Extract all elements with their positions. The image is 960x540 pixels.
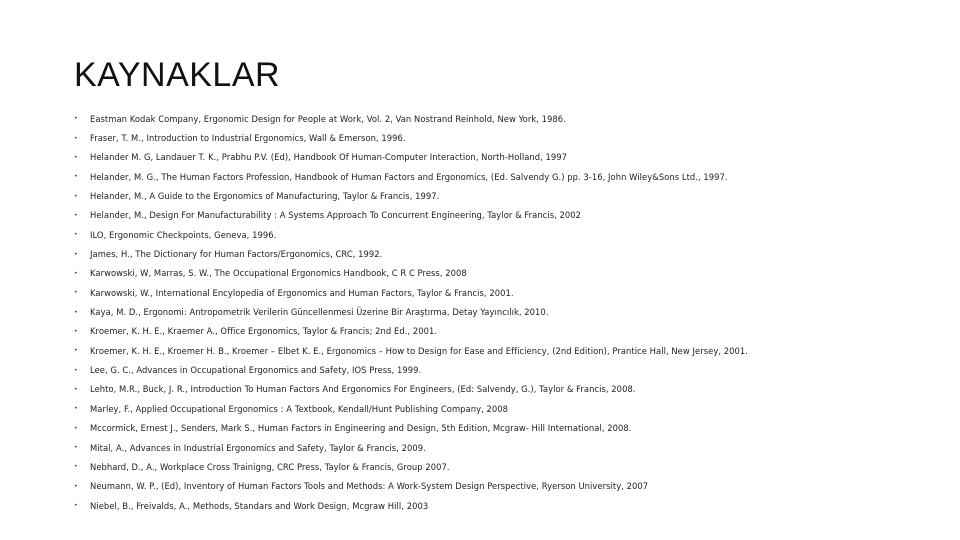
reference-item	[74, 322, 934, 341]
reference-item	[74, 302, 934, 321]
reference-text: Lehto, M.R., Buck, J. R., Introduction To Human Factors And Ergonomics For Engineers, (Ed: Salvendy, G.), Taylor & Francis, 2008.	[90, 384, 636, 395]
reference-text: Karwowski, W., International Encylopedia of Ergonomics and Human Factors, Taylor & Francis, 2001.	[90, 287, 514, 298]
bullet-icon: •	[74, 405, 78, 413]
bullet-icon: •	[74, 482, 78, 490]
reference-item	[74, 341, 934, 360]
reference-text: Helander, M., Design For Manufacturability : A Systems Approach To Concurrent Engineering, Taylor & Francis, 2002	[90, 210, 582, 221]
reference-list	[74, 109, 934, 515]
reference-text: Eastman Kodak Company, Ergonomic Design for People at Work, Vol. 2, Van Nostrand Reinhold, New York, 1986.	[90, 113, 566, 124]
bullet-icon: •	[74, 211, 78, 219]
reference-text: Fraser, T. M., Introduction to Industrial Ergonomics, Wall & Emerson, 1996.	[90, 133, 406, 144]
reference-item	[74, 206, 934, 225]
reference-text: Nebhard, D., A., Workplace Cross Trainigng, CRC Press, Taylor & Francis, Group 2007.	[90, 461, 450, 472]
reference-item	[74, 186, 934, 205]
reference-text: Helander, M., A Guide to the Ergonomics of Manufacturing, Taylor & Francis, 1997.	[90, 191, 440, 202]
reference-item	[74, 457, 934, 476]
reference-text: Mital, A., Advances in Industrial Ergonomics and Safety, Taylor & Francis, 2009.	[90, 442, 426, 453]
reference-item	[74, 399, 934, 418]
reference-text: Kroemer, K. H. E., Kraemer A., Office Ergonomics, Taylor & Francis; 2nd Ed., 2001.	[90, 326, 438, 337]
bullet-icon: •	[74, 308, 78, 316]
reference-text: Helander M. G, Landauer T. K., Prabhu P.V. (Ed), Handbook Of Human-Computer Interaction, North-Holland, 1997	[90, 152, 568, 163]
bullet-icon: •	[74, 134, 78, 142]
bullet-icon: •	[74, 366, 78, 374]
reference-item	[74, 419, 934, 438]
reference-text: Marley, F., Applied Occupational Ergonomics : A Textbook, Kendall/Hunt Publishing Company, 2008	[90, 403, 509, 414]
slide-title: KAYNAKLAR	[74, 56, 281, 94]
bullet-icon: •	[74, 385, 78, 393]
reference-item	[74, 360, 934, 379]
reference-item	[74, 438, 934, 457]
reference-text: Helander, M. G., The Human Factors Profession, Handbook of Human Factors and Ergonomics, (Ed. Salvendy G.) pp. 3-16, John Wiley&Sons Ltd., 1997.	[90, 171, 728, 182]
reference-item	[74, 244, 934, 263]
bullet-icon: •	[74, 463, 78, 471]
reference-item	[74, 380, 934, 399]
reference-item	[74, 167, 934, 186]
reference-item	[74, 225, 934, 244]
reference-item	[74, 109, 934, 128]
reference-text: Mccormick, Ernest J., Senders, Mark S., Human Factors in Engineering and Design, 5th Edition, Mcgraw- Hill International, 2008.	[90, 423, 632, 434]
reference-text: ILO, Ergonomic Checkpoints, Geneva, 1996.	[90, 229, 277, 240]
reference-text: Karwowski, W, Marras, S. W., The Occupational Ergonomics Handbook, C R C Press, 2008	[90, 268, 467, 279]
reference-item	[74, 148, 934, 167]
bullet-icon: •	[74, 250, 78, 258]
reference-text: Kroemer, K. H. E., Kroemer H. B., Kroemer – Elbet K. E., Ergonomics – How to Design for Ease and Efficiency, (2nd Edition), Prantice Hall, New Jersey, 2001.	[90, 345, 748, 356]
bullet-icon: •	[74, 502, 78, 510]
bullet-icon: •	[74, 327, 78, 335]
bullet-icon: •	[74, 153, 78, 161]
reference-text: Neumann, W. P., (Ed), Inventory of Human Factors Tools and Methods: A Work-System Design Perspective, Ryerson University, 2007	[90, 481, 649, 492]
reference-text: Lee, G. C., Advances in Occupational Ergonomics and Safety, IOS Press, 1999.	[90, 365, 422, 376]
bullet-icon: •	[74, 192, 78, 200]
reference-text: Kaya, M. D., Ergonomi: Antropometrik Verilerin Güncellenmesi Üzerine Bir Araştırma, Detay Yayıncılık, 2010.	[90, 307, 549, 318]
bullet-icon: •	[74, 269, 78, 277]
bullet-icon: •	[74, 289, 78, 297]
reference-item	[74, 264, 934, 283]
reference-item	[74, 496, 934, 515]
reference-text: Niebel, B., Freivalds, A., Methods, Standars and Work Design, Mcgraw Hill, 2003	[90, 500, 429, 511]
reference-text: James, H., The Dictionary for Human Factors/Ergonomics, CRC, 1992.	[90, 249, 383, 260]
reference-item	[74, 477, 934, 496]
bullet-icon: •	[74, 173, 78, 181]
bullet-icon: •	[74, 347, 78, 355]
reference-item	[74, 283, 934, 302]
bullet-icon: •	[74, 424, 78, 432]
bullet-icon: •	[74, 444, 78, 452]
bullet-icon: •	[74, 115, 78, 123]
bullet-icon: •	[74, 231, 78, 239]
reference-item	[74, 128, 934, 147]
